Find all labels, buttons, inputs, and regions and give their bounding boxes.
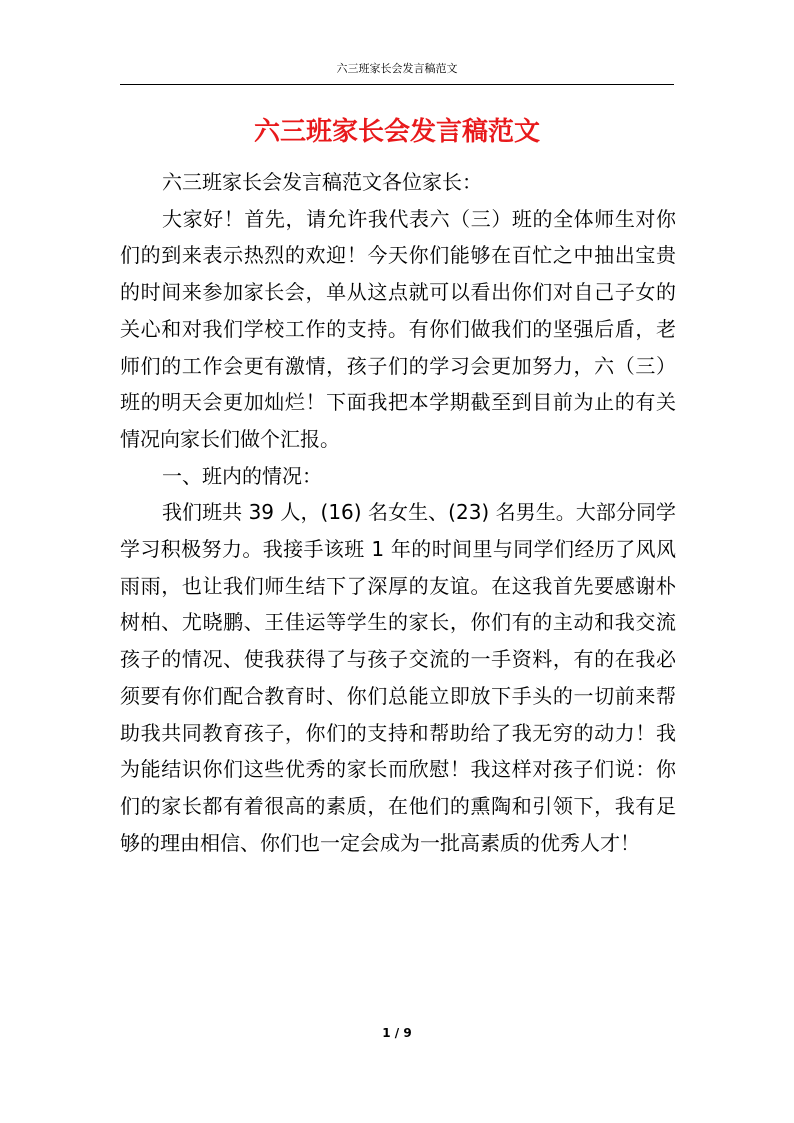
document-body [120,164,676,861]
opening-paragraph: 大家好！首先，请允许我代表六（三）班的全体师生对你们的到来表示热烈的欢迎！今天你们能够在百忙之中抽出宝贵的时间来参加家长会，单从这点就可以看出你们对自己子女的关心和对我们学校工作的支持。有你们做我们的坚强后盾，老师们的工作会更有激情，孩子们的学习会更加努力，六（三）班的明天会更加灿烂！下面我把本学期截至到目前为止的有关情况向家长们做个汇报。 [120,206,676,451]
page-number: 1 / 9 [382,1026,412,1040]
salutation-paragraph: 六三班家长会发言稿范文各位家长： [162,170,482,194]
header-divider [120,84,674,85]
class-situation-paragraph: 我们班共 39 人，(16) 名女生、(23) 名男生。大部分同学学习积极努力。我接手该班 1 年的时间里与同学们经历了风风雨雨，也让我们师生结下了深厚的友谊。在这我首先要感谢朴树柏、尤晓鹏、王佳运等学生的家长，你们有的主动和我交流孩子的情况、使我获得了与孩子交流的一手资料，有的在我必须要有你们配合教育时、你们总能立即放下手头的一切前来帮助我共同教育孩子，你们的支持和帮助给了我无穷的动力！我为能结识你们这些优秀的家长而欣慰！我这样对孩子们说：你们的家长都有着很高的素质，在他们的熏陶和引领下，我有足够的理由相信、你们也一定会成为一批高素质的优秀人才！ [120,500,676,855]
running-header: 六三班家长会发言稿范文 [336,62,458,75]
document-title: 六三班家长会发言稿范文 [253,117,540,147]
section-heading: 一、班内的情况： [162,463,322,488]
